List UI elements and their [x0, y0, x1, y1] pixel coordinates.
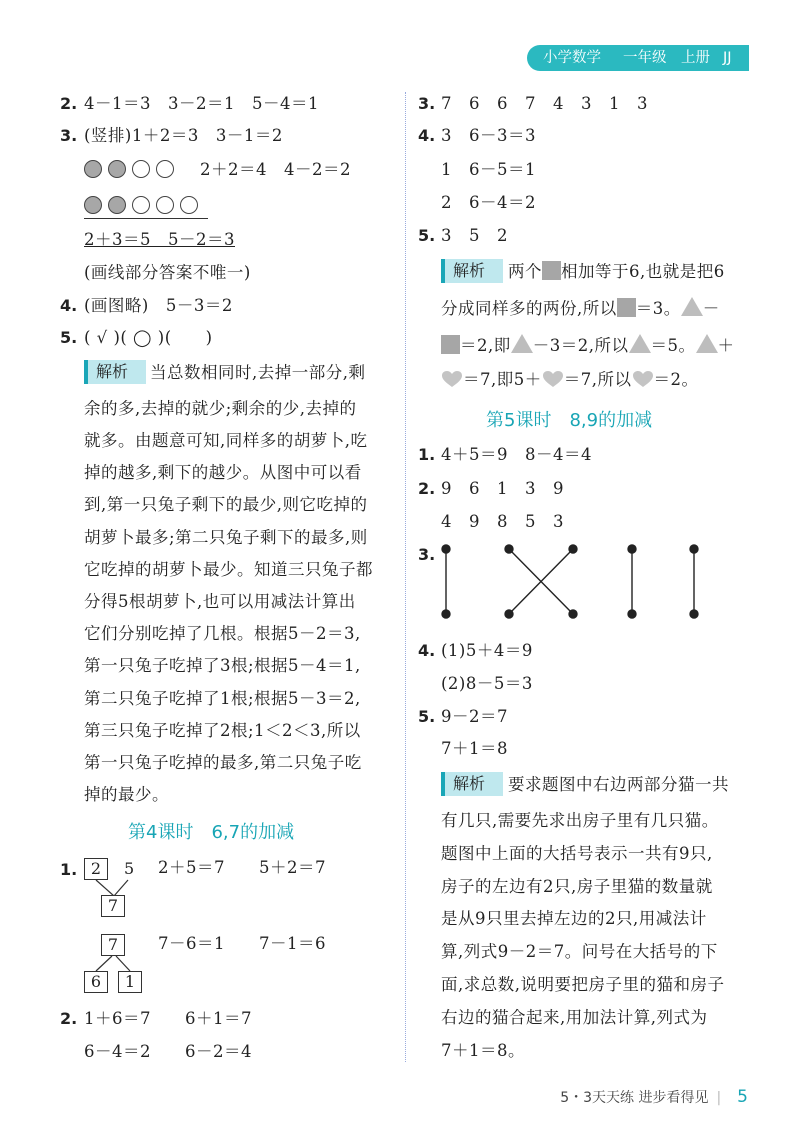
left-q3-note: (画线部分答案不唯一)	[84, 263, 251, 282]
right-q3-text: 7 6 6 7 4 3 1 3	[441, 94, 648, 113]
lesson5-q4-line1: (1)5＋4＝9	[441, 641, 533, 660]
gray-square-icon	[617, 298, 636, 317]
lesson4-q2-line1: 1＋6＝7 6＋1＝7	[84, 1009, 252, 1028]
lesson4-q1-number: 1.	[60, 860, 78, 879]
analysis-line: 第二只兔子吃掉了1根;根据5－3＝2,	[84, 689, 361, 708]
circle-empty	[132, 196, 150, 214]
circle-filled	[84, 196, 102, 214]
gray-triangle-icon	[629, 334, 651, 353]
lesson5-q2-line1: 9 6 1 3 9	[441, 479, 564, 498]
gray-heart-icon	[632, 370, 654, 388]
analysis1-line4	[441, 369, 699, 391]
lesson5-q5-line1: 9－2＝7	[441, 707, 508, 726]
match-dot	[442, 545, 450, 553]
analysis-line: 第三只兔子吃掉了2根;1＜2＜3,所以	[84, 721, 361, 740]
analysis-line: 掉的越多,剩下的越少。从图中可以看	[84, 463, 362, 482]
analysis-line: 题图中上面的大括号表示一共有9只,	[441, 844, 713, 863]
left-q4-number: 4.	[60, 296, 78, 315]
lesson4-q1-eq2: 7－6＝1 7－1＝6	[158, 934, 326, 953]
analysis-line: 第一只兔子吃掉了3根;根据5－4＝1,	[84, 656, 361, 675]
analysis-line: 余的多,去掉的就少;剩余的少,去掉的	[84, 399, 357, 418]
analysis1-text: ＋	[717, 336, 735, 355]
right-q4-line: 2 6－4＝2	[441, 193, 536, 212]
left-q4-text: (画图略) 5－3＝2	[84, 296, 233, 315]
header-edition: JJ	[723, 50, 732, 66]
lesson5-q2-number: 2.	[418, 479, 436, 498]
analysis1-line1	[508, 261, 725, 283]
analysis-line: 面,求总数,说明要把房子里的猫和房子	[441, 975, 725, 994]
analysis-line: 是从9只里去掉左边的2只,用减法计	[441, 909, 707, 928]
match-dot	[569, 545, 577, 553]
analysis1-text: 分成同样多的两份,所以	[441, 299, 617, 318]
lesson5-q4-line2: (2)8－5＝3	[441, 674, 533, 693]
tree-box: 7	[101, 934, 125, 956]
analysis-tag: 解析	[84, 360, 146, 384]
match-dot	[505, 610, 513, 618]
right-q5-number: 5.	[418, 226, 436, 245]
analysis-line: 第一只兔子吃掉的最多,第二只兔子吃	[84, 753, 362, 772]
footer: 5・3天天练 进步看得见 | 5	[560, 1087, 748, 1107]
lesson4-q1-eq1: 2＋5＝7 5＋2＝7	[158, 858, 326, 877]
underline-mark	[84, 218, 208, 219]
analysis-line: 它们分别吃掉了几根。根据5－2＝3,	[84, 624, 361, 643]
analysis1-text: ＝7,即5＋	[463, 370, 542, 389]
header-grade: 一年级	[623, 50, 667, 66]
left-q2-number: 2.	[60, 94, 78, 113]
circle-empty	[132, 160, 150, 178]
circle-filled	[108, 160, 126, 178]
match-dot	[690, 545, 698, 553]
lesson4-q2-number: 2.	[60, 1009, 78, 1028]
match-dot	[569, 610, 577, 618]
gray-triangle-icon	[681, 297, 703, 316]
lesson5-q1-number: 1.	[418, 445, 436, 464]
lesson5-q5-number: 5.	[418, 707, 436, 726]
analysis1-line3	[441, 334, 735, 357]
circle-empty	[156, 160, 174, 178]
header-badge	[527, 45, 749, 71]
analysis-line: 分得5根胡萝卜,也可以用减法计算出	[84, 592, 356, 611]
header-subject: 小学数学	[543, 50, 601, 66]
header-volume: 上册	[681, 50, 710, 66]
analysis-line: 到,第一只兔子剩下的最少,则它吃掉的	[84, 495, 368, 514]
gray-square-icon	[542, 261, 561, 280]
analysis-line: 右边的猫合起来,用加法计算,列式为	[441, 1008, 708, 1027]
tree-number: 5	[124, 859, 135, 878]
analysis1-text: ＝2。	[653, 370, 699, 389]
lesson5-q2-line2: 4 9 8 5 3	[441, 512, 564, 531]
tree-box: 2	[84, 858, 108, 880]
lesson4-q2-line2: 6－4＝2 6－2＝4	[84, 1042, 252, 1061]
circle-filled	[84, 160, 102, 178]
gray-triangle-icon	[696, 334, 718, 353]
analysis-line: 就多。由题意可知,同样多的胡萝卜,吃	[84, 431, 368, 450]
analysis-line: 掉的最少。	[84, 785, 169, 804]
analysis-line: 当总数相同时,去掉一部分,剩	[150, 363, 366, 382]
analysis-line: 有几只,需要先求出房子里有几只猫。	[441, 811, 719, 830]
gray-heart-icon	[542, 370, 564, 388]
match-dot	[628, 610, 636, 618]
analysis-line: 算,列式9－2＝7。问号在大括号的下	[441, 942, 718, 961]
right-q4-line: 1 6－5＝1	[441, 160, 536, 179]
left-q3-line3: 2＋3＝5 5－2＝3	[84, 230, 235, 249]
analysis-line: 7＋1＝8。	[441, 1041, 525, 1060]
analysis1-text: ＝3。	[635, 299, 681, 318]
left-q3-circles-equation: 2＋2＝4 4－2＝2	[200, 160, 351, 179]
analysis1-text: －	[702, 299, 720, 318]
match-dot	[442, 610, 450, 618]
analysis1-text: －3＝2,所以	[532, 336, 629, 355]
left-q5-number: 5.	[60, 328, 78, 347]
analysis1-text: ＝7,所以	[563, 370, 632, 389]
analysis-line: 要求题图中右边两部分猫一共	[508, 775, 729, 794]
lesson5-q1-text: 4＋5＝9 8－4＝4	[441, 445, 592, 464]
left-q2-text: 4－1＝3 3－2＝1 5－4＝1	[84, 94, 319, 113]
match-dot	[505, 545, 513, 553]
analysis1-text: 相加等于6,也就是把6	[561, 262, 725, 281]
right-q4-number: 4.	[418, 126, 436, 145]
left-q5-text: ( √ )( ◯ )( )	[84, 328, 213, 347]
lesson5-q3-number: 3.	[418, 545, 436, 564]
analysis1-line2	[441, 297, 720, 320]
lesson4-title: 第4课时 6,7的加减	[128, 822, 295, 843]
tree-box: 7	[101, 895, 125, 917]
gray-square-icon	[441, 335, 460, 354]
right-q4-line: 3 6－3＝3	[441, 126, 536, 145]
match-dot	[690, 610, 698, 618]
gray-heart-icon	[441, 370, 463, 388]
circle-empty	[156, 196, 174, 214]
page-number: 5	[737, 1087, 748, 1107]
left-q3-line1: (竖排)1＋2＝3 3－1＝2	[84, 126, 283, 145]
match-dot	[628, 545, 636, 553]
matching-diagram	[436, 540, 716, 625]
analysis-tag: 解析	[441, 772, 503, 796]
analysis-tag: 解析	[441, 259, 503, 283]
analysis-line: 胡萝卜最多;第二只兔子剩下的最多,则	[84, 528, 368, 547]
tree-box: 1	[118, 971, 142, 993]
left-q3-number: 3.	[60, 126, 78, 145]
column-divider	[405, 92, 406, 1062]
circle-empty	[180, 196, 198, 214]
analysis1-text: ＝5。	[650, 336, 696, 355]
circle-filled	[108, 196, 126, 214]
gray-triangle-icon	[511, 334, 533, 353]
right-q3-number: 3.	[418, 94, 436, 113]
analysis1-text: 两个	[508, 262, 542, 281]
lesson5-q5-line2: 7＋1＝8	[441, 739, 508, 758]
lesson5-title: 第5课时 8,9的加减	[486, 410, 653, 431]
tree-box: 6	[84, 971, 108, 993]
analysis-line: 它吃掉的胡萝卜最少。知道三只兔子都	[84, 560, 373, 579]
right-q5-text: 3 5 2	[441, 226, 508, 245]
lesson5-q4-number: 4.	[418, 641, 436, 660]
analysis1-text: ＝2,即	[460, 336, 511, 355]
footer-brand: 5・3天天练 进步看得见	[560, 1090, 709, 1106]
analysis-line: 房子的左边有2只,房子里猫的数量就	[441, 877, 713, 896]
